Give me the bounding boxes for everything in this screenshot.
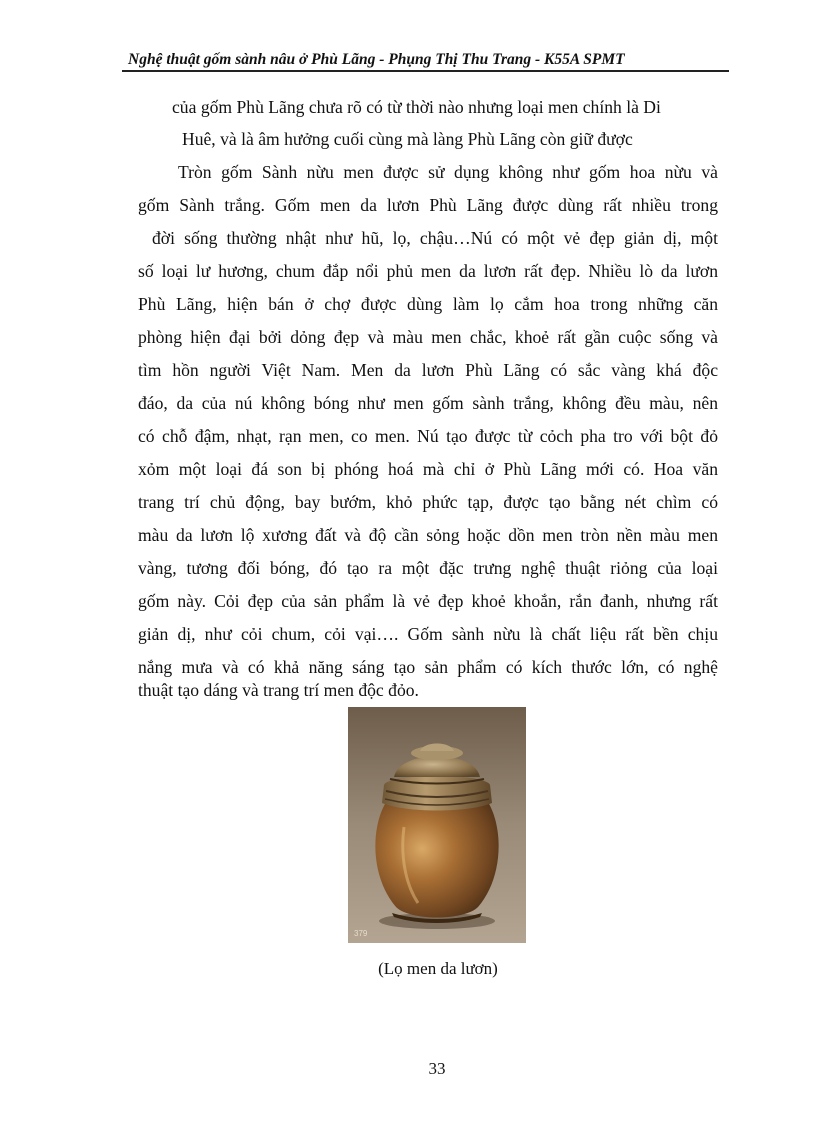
text-line: gốm này. Cỏi đẹp của sản phẩm là vẻ đẹp khoẻ khoắn, rắn đanh, nhưng rất bbox=[138, 591, 718, 611]
text-line: đời sống thường nhật như hũ, lọ, chậu…Nú có một vẻ đẹp giản dị, một bbox=[152, 228, 718, 248]
header-rule bbox=[122, 70, 729, 72]
jar-illustration bbox=[348, 707, 526, 943]
text-line: xỏm một loại đá son bị phóng hoá mà chỉ ở Phù Lãng mới có. Hoa văn bbox=[138, 459, 718, 479]
text-line: Phù Lãng, hiện bán ở chợ được dùng làm lọ cắm hoa trong những căn bbox=[138, 294, 718, 314]
photo-number: 379 bbox=[354, 929, 368, 938]
text-line: giản dị, như cỏi chum, cỏi vại…. Gốm sành nừu là chất liệu rất bền chịu bbox=[138, 624, 718, 644]
text-line: số loại lư hương, chum đắp nổi phủ men da lươn rất đẹp. Nhiều lò da lươn bbox=[138, 261, 718, 281]
text-line: nắng mưa và có khả năng sáng tạo sản phẩm có kích thước lớn, có nghệ bbox=[138, 657, 718, 677]
text-line: đáo, da của nú không bóng như men gốm sành trắng, không đều màu, nên bbox=[138, 393, 718, 413]
text-line: Huê, và là âm hưởng cuối cùng mà làng Phù Lãng còn giữ được bbox=[182, 129, 633, 149]
text-line: Tròn gốm Sành nừu men được sử dụng không như gốm hoa nừu và bbox=[178, 162, 718, 182]
text-line: gốm Sành trắng. Gốm men da lươn Phù Lãng được dùng rất nhiều trong bbox=[138, 195, 718, 215]
text-line: vàng, tương đối bóng, đó tạo ra một đặc trưng nghệ thuật riỏng của loại bbox=[138, 558, 718, 578]
text-line: của gốm Phù Lãng chưa rõ có từ thời nào nhưng loại men chính là Di bbox=[172, 97, 661, 117]
text-line: phòng hiện đại bởi dỏng đẹp và màu men chắc, khoẻ rất gần cuộc sống và bbox=[138, 327, 718, 347]
jar-photo bbox=[348, 707, 526, 943]
text-line: trang trí chủ động, bay bướm, khỏ phức tạp, được tạo bằng nét chìm có bbox=[138, 492, 718, 512]
running-header: Nghệ thuật gốm sành nâu ở Phù Lãng - Phụng Thị Thu Trang - K55A SPMT bbox=[128, 51, 625, 68]
figure-caption: (Lọ men da lươn) bbox=[378, 959, 498, 978]
text-line: màu da lươn lộ xương đất và độ cần sỏng hoặc dồn men tròn nền màu men bbox=[138, 525, 718, 545]
text-line: thuật tạo dáng và trang trí men độc đỏo. bbox=[138, 680, 419, 700]
text-line: tìm hồn người Việt Nam. Men da lươn Phù Lãng có sắc vàng khá độc bbox=[138, 360, 718, 380]
text-line: có chỗ đậm, nhạt, rạn men, co men. Nú tạo được từ cỏch pha tro với bột đỏ bbox=[138, 426, 718, 446]
page-number: 33 bbox=[428, 1059, 446, 1078]
